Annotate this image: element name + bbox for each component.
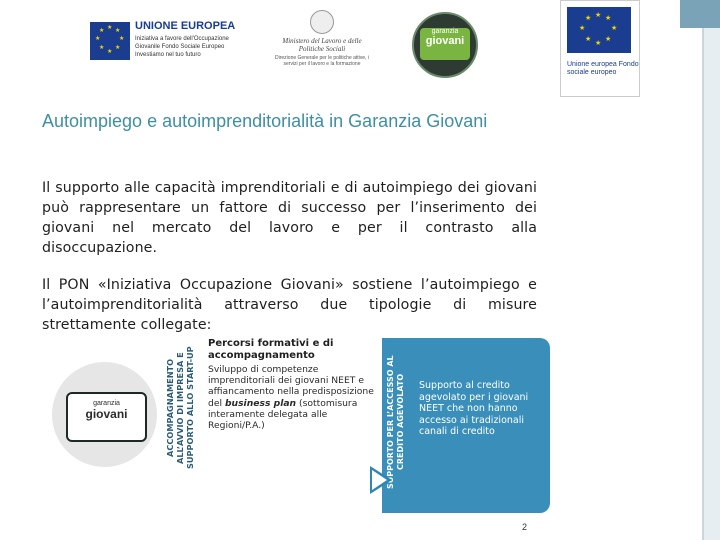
slide-title: Autoimpiego e autoimprenditorialità in Garanzia Giovani [42, 111, 488, 131]
badge-line1: garanzia [431, 28, 459, 35]
measure1-heading: Percorsi formativi e di accompagnamento [208, 338, 334, 361]
measure2-body: Supporto al credito agevolato per i giovani NEET che non hanno accesso ai tradizionali canali di credito [419, 380, 529, 437]
card-line1: garanzia [93, 400, 120, 407]
measure1-body-post: (sottomisura interamente delegata alle Regioni/P.A.) [208, 397, 358, 432]
header [0, 0, 720, 95]
eu-logo [90, 18, 260, 70]
measures-diagram [40, 338, 560, 518]
measure2-panel [382, 338, 550, 513]
slide-side-decoration [702, 0, 720, 540]
paragraph-2: Il PON «Iniziativa Occupazione Giovani» sostiene l’autoimpiego e l’autoimprenditorialità attraverso due tipologie di misure strettamente collegate: [42, 277, 537, 333]
eu-logo-subtitle: Iniziativa a favore dell'Occupazione Giovanile Fondo Sociale Europeo Investiamo nel tuo futuro [135, 36, 229, 58]
slide-corner-decoration [680, 0, 720, 28]
fse-logo-text: Unione europea Fondo sociale europeo [567, 61, 639, 76]
chevron-right-icon [370, 466, 392, 494]
ministry-subtitle: Direzione Generale per le politiche attive, i servizi per il lavoro e la formazione [275, 55, 369, 67]
measure1-body [208, 364, 378, 431]
paragraph-1: Il supporto alle capacità imprenditoriali e di autoimpiego dei giovani può rappresentare un fattore di successo per l’inserimento dei giovani nel mercato del lavoro e per il contrasto alla disoccupazione. [42, 180, 537, 256]
diagram-circle [52, 362, 157, 467]
card-line2: giovani [85, 407, 128, 421]
eu-logo-title: UNIONE EUROPEA [135, 20, 236, 32]
garanzia-giovani-logo [412, 12, 478, 78]
measure1-label: ACCOMPAGNAMENTO ALL’AVVIO DI IMPRESA E SUPPORTO ALLO START-UP [165, 346, 195, 470]
measure1-body-pre: Sviluppo di competenze imprenditoriali dei giovani NEET e affiancamento nella predisposizione del [208, 364, 374, 409]
page-number: 2 [522, 522, 528, 532]
eu-flag-icon: ★ ★ ★ ★ ★ ★ ★ ★ [567, 7, 631, 53]
ministry-name: Ministero del Lavoro e delle Politiche Sociali [282, 37, 362, 53]
ministry-logo [272, 10, 372, 80]
fse-logo [560, 0, 640, 97]
measure1-body-em: business plan [224, 397, 297, 409]
italian-emblem-icon [310, 10, 334, 34]
measure1-box [208, 338, 378, 513]
garanzia-giovani-card [66, 392, 147, 442]
eu-flag-icon: ★ ★ ★ ★ ★ ★ ★ ★ [90, 22, 130, 60]
measure2-label: SUPPORTO PER L’ACCESSO AL CREDITO AGEVOLATO [386, 355, 405, 489]
badge-line2: giovani [425, 35, 465, 47]
